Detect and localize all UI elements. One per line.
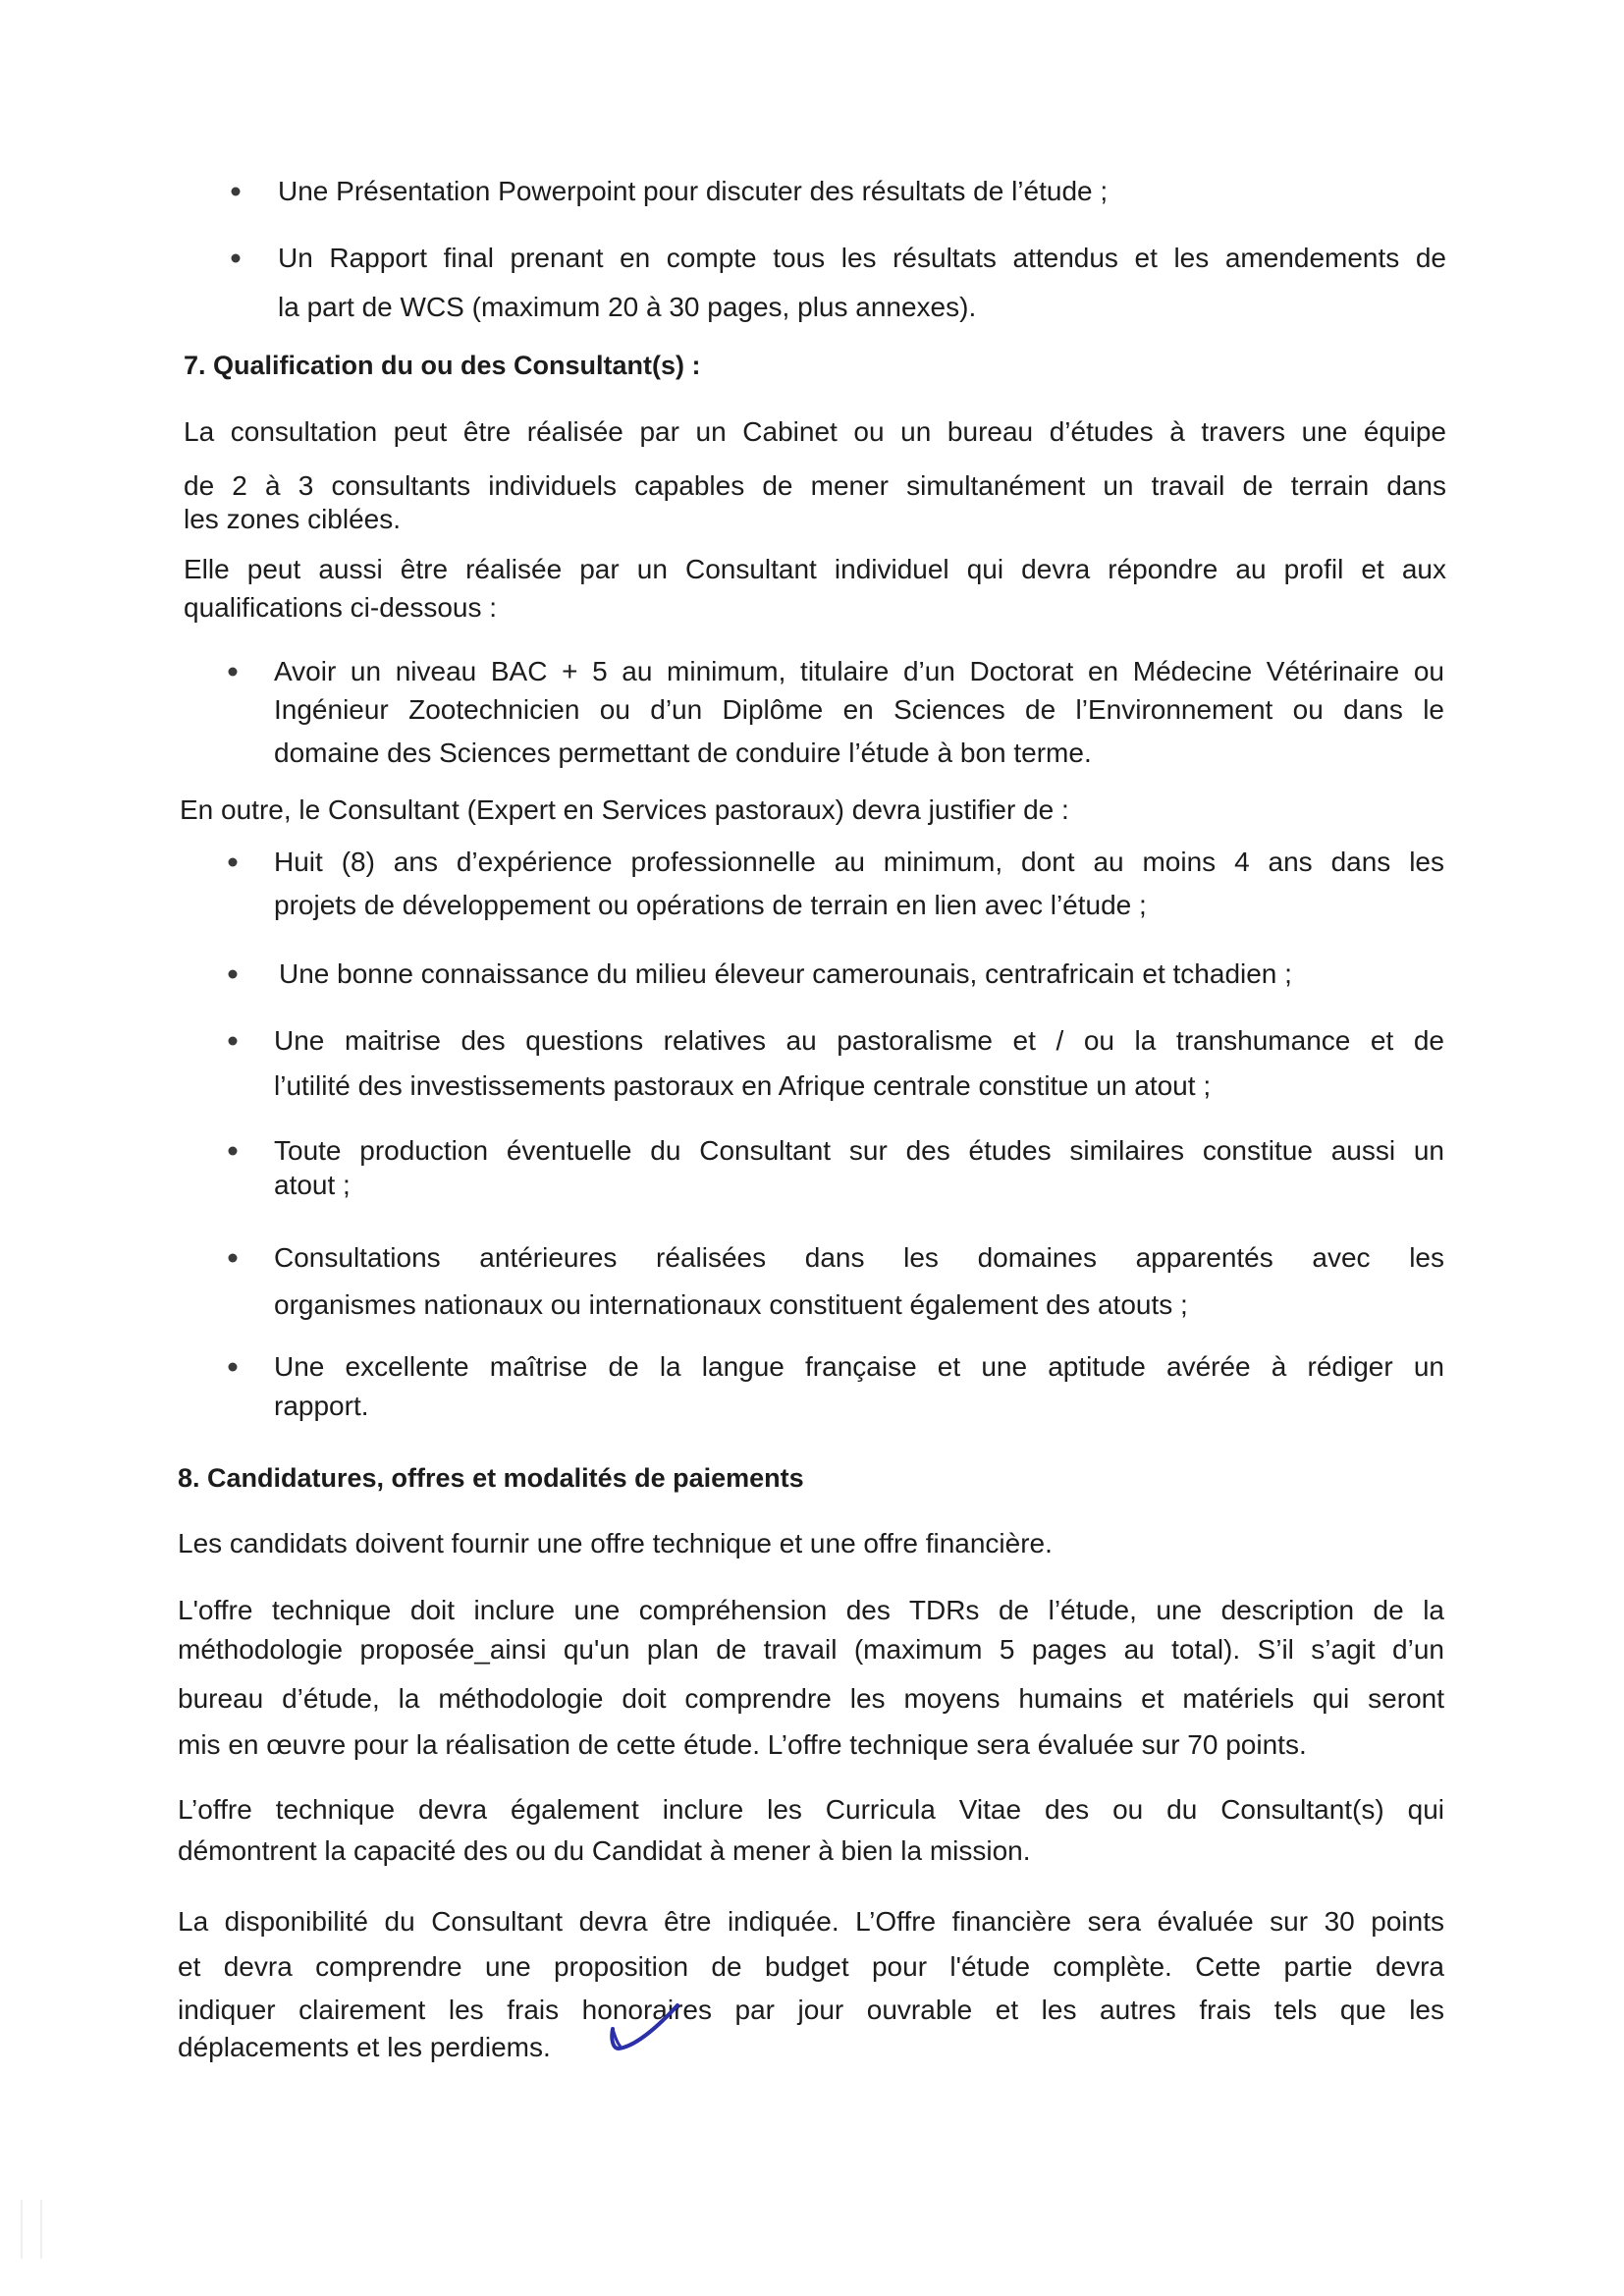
bullet-icon — [232, 188, 241, 196]
bullet-icon — [229, 1037, 238, 1046]
section-8-paragraph: bureau d’étude, la méthodologie doit comprendre les moyens humains et matériels qui seront — [178, 1683, 1444, 1714]
requirement-item: atout ; — [274, 1170, 351, 1200]
bullet-icon — [229, 1147, 238, 1156]
requirement-item: Une maitrise des questions relatives au pastoralisme et / ou la transhumance et de — [274, 1025, 1444, 1056]
section-8-paragraph: démontrent la capacité des ou du Candidat à mener à bien la mission. — [178, 1835, 1031, 1866]
section-8-paragraph: déplacements et les perdiems. — [178, 2032, 551, 2062]
deliverable-item-cont: la part de WCS (maximum 20 à 30 pages, plus annexes). — [278, 292, 977, 322]
requirement-item: organismes nationaux ou internationaux constituent également des atouts ; — [274, 1289, 1188, 1320]
bullet-icon — [232, 254, 241, 263]
section-8-heading: 8. Candidatures, offres et modalités de paiements — [178, 1463, 804, 1493]
bullet-icon — [229, 970, 238, 979]
section-8-paragraph: L’offre technique devra également inclure les Curricula Vitae des ou du Consultant(s) qui — [178, 1794, 1444, 1825]
deliverable-item: Un Rapport final prenant en compte tous les résultats attendus et les amendements de — [278, 243, 1446, 273]
section-8-paragraph: La disponibilité du Consultant devra être indiquée. L’Offre financière sera évaluée sur 30 points — [178, 1906, 1444, 1937]
section-8-paragraph: L'offre technique doit inclure une compréhension des TDRs de l’étude, une description de la — [178, 1595, 1444, 1625]
section-7-paragraph: les zones ciblées. — [184, 504, 402, 534]
section-7-heading: 7. Qualification du ou des Consultant(s) : — [184, 351, 701, 380]
requirement-item: rapport. — [274, 1391, 369, 1421]
bullet-icon — [229, 668, 238, 677]
requirement-item: l’utilité des investissements pastoraux en Afrique centrale constitue un atout ; — [274, 1070, 1212, 1101]
qualification-item: domaine des Sciences permettant de conduire l’étude à bon terme. — [274, 738, 1092, 768]
requirement-item: projets de développement ou opérations de terrain en lien avec l’étude ; — [274, 890, 1147, 920]
section-8-paragraph: mis en œuvre pour la réalisation de cette étude. L’offre technique sera évaluée sur 70 points. — [178, 1729, 1307, 1760]
section-7-paragraph: de 2 à 3 consultants individuels capables de mener simultanément un travail de terrain dans — [184, 470, 1446, 501]
section-8-paragraph: et devra comprendre une proposition de budget pour l'étude complète. Cette partie devra — [178, 1951, 1444, 1982]
qualification-item: Ingénieur Zootechnicien ou d’un Diplôme en Sciences de l’Environnement ou dans le — [274, 694, 1444, 725]
section-7-paragraph: En outre, le Consultant (Expert en Services pastoraux) devra justifier de : — [180, 794, 1069, 825]
qualification-item: Avoir un niveau BAC + 5 au minimum, titulaire d’un Doctorat en Médecine Vétérinaire ou — [274, 656, 1444, 686]
bullet-icon — [229, 858, 238, 867]
handwritten-checkmark-icon — [607, 2003, 685, 2062]
section-7-paragraph: Elle peut aussi être réalisée par un Consultant individuel qui devra répondre au profil et aux — [184, 554, 1446, 584]
bullet-icon — [229, 1363, 238, 1372]
section-7-paragraph: La consultation peut être réalisée par un Cabinet ou un bureau d’études à travers une équipe — [184, 416, 1446, 447]
bullet-icon — [229, 1254, 238, 1263]
requirement-item: Huit (8) ans d’expérience professionnelle au minimum, dont au moins 4 ans dans les — [274, 847, 1444, 877]
section-7-paragraph: qualifications ci-dessous : — [184, 592, 498, 623]
section-8-paragraph: Les candidats doivent fournir une offre technique et une offre financière. — [178, 1528, 1053, 1558]
requirement-item: Consultations antérieures réalisées dans les domaines apparentés avec les — [274, 1242, 1444, 1273]
requirement-item: Toute production éventuelle du Consultant sur des études similaires constitue aussi un — [274, 1135, 1444, 1166]
deliverable-item: Une Présentation Powerpoint pour discuter des résultats de l’étude ; — [278, 176, 1109, 206]
scan-artifact — [21, 2200, 23, 2259]
section-8-paragraph: méthodologie proposée_ainsi qu'un plan de travail (maximum 5 pages au total). S’il s’agit d’un — [178, 1634, 1444, 1665]
scan-artifact — [40, 2200, 42, 2259]
requirement-item: Une excellente maîtrise de la langue française et une aptitude avérée à rédiger un — [274, 1351, 1444, 1382]
section-8-paragraph: indiquer clairement les frais honoraires par jour ouvrable et les autres frais tels que les — [178, 1995, 1444, 2025]
requirement-item: Une bonne connaissance du milieu éleveur camerounais, centrafricain et tchadien ; — [279, 958, 1292, 989]
